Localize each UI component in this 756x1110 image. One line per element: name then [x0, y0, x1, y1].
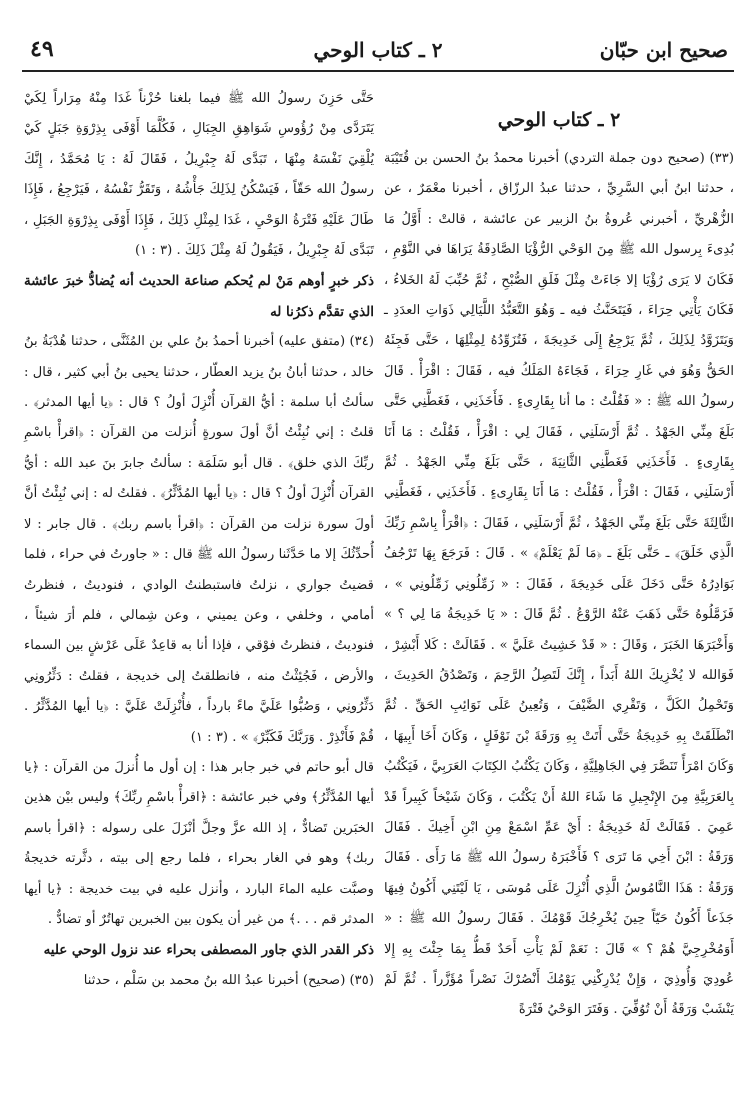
hadith-33-continuation: حَتَّى حَزِنَ رسولُ الله ﷺ فيما بلغنا حُزْناً غَدَا مِنْهُ مِرَاراً لِكَيْ يَتَرَدَّى مِنْ رُؤُوسِ شَوَاهِقِ الجِبَالِ ، فَكُلَّمَا أَوْفَى بِذِرْوَةِ جَبَلٍ كَيْ يُلْقِيَ نَفْسَهُ مِنْهَا ، تَبَدَّى لَهُ جِبْرِيلُ ، فَقَالَ لَهُ : يَا مُحَمَّدُ ، إِنَّكَ رسولُ الله حَقّاً ، فَيَسْكُنُ لِذَلِكَ جَأْشُهُ ، وَتَقَرُّ نَفْسُهُ ، فَيَرْجِعُ ، فَإِذَا طَالَ عَلَيْهِ فَتْرَةُ الوَحْيِ ، غَدَا لِمِثْلِ ذَلِكَ ، فَإِذَا أَوْفَى بِذِرْوَةِ الجَبَلِ ، تَبَدَّى لَهُ جِبْرِيلُ ، فَيَقُولُ لَهُ مِثْلَ ذَلِكَ . (٣ : ١)	[24, 91, 374, 259]
section-heading-1: ذكر خبرٍ أوهم مَنْ لم يُحكم صناعة الحديث أنه يُضادُّ خبرَ عائشة الذي تقدَّم ذكرُنا له	[24, 273, 374, 320]
chapter-title: ٢ ـ كتاب الوحي	[313, 38, 443, 62]
section-title: ٢ ـ كتاب الوحي	[497, 109, 621, 131]
section-heading-2: ذكر القدر الذي جاور المصطفى بحراء عند نزول الوحي عليه	[43, 942, 374, 959]
page-number: ٤٩	[30, 36, 54, 62]
page-header	[22, 30, 734, 72]
abu-hatim-commentary: قال أبو حاتم في خبر جابر هذا : إن أول ما أُنزلَ من القرآن : ﴿يا أيها المُدَّثِّرُ﴾ وفي خبر عائشة : ﴿اقرأْ باسْمِ ربِّكَ﴾ وليس بيْن هذين الخبَرين تَضادٌّ ، إذ الله عزَّ وجلَّ أنْزَلَ على رسوله : ﴿اقرأ باسم ربك﴾ وهو في الغار بحراء ، فلما رجع إلى بيته ، دثَّرته خديجةُ وصبَّت عليه الماءَ البارد ، وأنزل عليه في بيت خديجة : ﴿يا أيها المدثر قم . . .﴾ من غير أن يكون بين الخبرين تهاتُرٌ أو تضادٌّ .	[24, 759, 374, 927]
hadith-33-text: (٣٣) (صحيح دون جملة التردي) أخبرنا محمدُ بنُ الحسن بن قُتَيْبَة ، حدثنا ابنُ أبي السَّرِيِّ ، حدثنا عبدُ الرزّاق ، أخبرنا معْمَرٌ ، عن الزُّهْريِّ ، أخبرني عُروةُ بنُ الزبير عن عائشة ، قالتْ : أَوَّلُ مَا بُدِىءَ بِرسول الله ﷺ مِنَ الوَحْي الرُّؤْيَا الصَّادِقَةُ يَرَاهَا في النَّوْمِ ، فَكَانَ لا يَرَى رُؤْيَا إلا جَاءَتْ مِثْلَ فَلَقِ الصُّبْحِ ، ثُمَّ حُبِّبَ لَهُ الخَلاءُ ، فَكَانَ يَأْتِي حِرَاءَ ، فَيَتَحَنَّثُ فيه ـ وَهُوَ التَّعَبُّدُ اللَّيَالِي ذَوَاتِ العدَدِ ـ وَيَتَزَوَّدُ لِذَلِكَ ، ثُمَّ يَرْجِعُ إِلَى خَدِيجَةَ ، فَتُزَوِّدُهُ لِمِثْلِهَا ، حَتَّى فَجِئَهُ الحَقُّ وَهُوَ في غَارِ حِرَاءَ ، فَجَاءَهُ المَلَكُ فيه ، فَقَالَ : اقْرَأْ . قَالَ رسولُ الله ﷺ : « فَقُلْتُ : ما أنا بِقَارِىءٍ . فَأَخَذَنِي ، فَغَطَّنِي حَتَّى بَلَغَ مِنِّي الجَهْدُ . ثُمَّ أَرْسَلَنِي ، فَقَالَ لِي : اقْرَأْ ، فَقُلْتُ : مَا أَنَا بِقَارِىءٍ . فَأَخَذَنِي فَغَطَّنِي الثَّانِيَةَ ، حَتَّى بَلَغَ مِنِّي الجَهْدُ . ثُمَّ أَرْسَلَنِي ، فَقَالَ : اقْرَأْ ، فَقُلْتُ : مَا أَنَا بِقَارِىءٍ . فَأَخَذَنِي ، فَغَطَّنِي الثَّالِثَةَ حَتَّى بَلَغَ مِنِّي الجَهْدُ ، ثُمَّ أَرْسَلَنِي ، فَقَالَ : ﴿اقْرَأْ بِاسْمِ رَبِّكَ الَّذِي خَلَقَ﴾ ـ حَتَّى بَلَغَ ـ ﴿مَا لَمْ يَعْلَمْ﴾ » . قَالَ : فَرَجَعَ بِهَا تَرْجُفُ بَوَادِرُهُ حَتَّى دَخَلَ عَلَى خَدِيجَةَ ، فَقَالَ : « زَمِّلُونِي زَمِّلُونِي » ، فَزَمَّلُوهُ حَتَّى ذَهَبَ عَنْهُ الرَّوْعُ . ثُمَّ قَالَ : « يَا خَدِيجَةُ مَا لِي ؟ » وَأَخْبَرَهَا الخَبَرَ ، وَقَالَ : « قَدْ خَشِيتُ عَلَيَّ » . فَقَالَتْ : كَلا أَبْشِرْ ، فَوَالله لا يُخْزِيكَ اللهُ أَبَداً ، إِنَّكَ لَتَصِلُ الرَّحِمَ ، وَتَصْدُقُ الحَدِيثَ ، وَتَحْمِلُ الكَلَّ ، وَتَقْرِي الضَّيْفَ ، وَتُعِينُ عَلَى نَوَائِبِ الحَقِّ . ثُمَّ انْطَلَقَتْ بِهِ خَدِيجَةُ حَتَّى أَتَتْ بِهِ وَرَقَةَ بْنَ نَوْفَلٍ ، وَكَانَ أَخَا أَبِيهَا ، وَكَانَ امْرَأً تَنَصَّرَ فِي الجَاهِلِيَّةِ ، وَكَانَ يَكْتُبُ الكِتَابَ العَرَبِيَّ ، فَيَكْتُبُ بِالعَرَبِيَّةِ مِنَ الإِنْجِيلِ مَا شَاءَ اللهُ أَنْ يَكْتُبَ ، وَكَانَ شَيْخاً كَبِيراً قَدْ عَمِيَ . فَقَالَتْ لَهُ خَدِيجَةُ : أَيْ عَمِّ اسْمَعْ مِنِ ابْنِ أَخِيكَ . فَقَالَ وَرَقَةُ : ابْنَ أَخِي مَا تَرَى ؟ فَأَخْبَرَهُ رسولُ الله ﷺ مَا رَأَى . فَقَالَ وَرَقَةُ : هَذَا النَّامُوسُ الَّذِي أُنْزِلَ عَلَى مُوسَى ، يَا لَيْتَنِي أَكُونُ فِيهَا جَذَعاً أَكُونُ حَيّاً حِينَ يُخْرِجُكَ قَوْمُكَ . فَقَالَ رسولُ الله ﷺ : « أَوَمُخْرِجِيَّ هُمْ ؟ » قَالَ : نَعَمْ لَمْ يَأْتِ أَحَدٌ قَطُّ بِمَا جِئْتَ بِهِ إِلا عُودِيَ وَأُوذِيَ ، وَإِنْ يُدْرِكْنِي يَوْمُكَ أَنْصُرْكَ نَصْراً مُؤَزَّراً . ثُمَّ لَمْ يَنْشَبْ وَرَقَةُ أَنْ تُوُفِّيَ . وَفَتَرَ الوَحْيُ فَتْرَةً	[384, 151, 734, 1018]
left-column	[24, 84, 374, 996]
book-title: صحيح ابن حبّان	[599, 38, 728, 62]
right-column	[384, 84, 734, 1026]
hadith-34-text: (٣٤) (متفق عليه) أخبرنا أحمدُ بنُ علي بن المُثَنَّى ، حدثنا هُدْبَةُ بنُ خالد ، حدثنا أبانُ بنُ يزيد العطّار ، حدثنا يحيى بنُ أبي كثير ، قال : سألتُ أبا سلمة : أيُّ القرآن أُنْزِلَ أولُ ؟ قال : ﴿يا أيها المدثر﴾ . قلتُ : إني نُبِئْتُ أنَّ أولَ سورةٍ أُنزلت من القرآن : ﴿اقرأْ باسْمِ ربِّكَ الذي خلق﴾ . قال أبو سَلَمَة : سألتُ جابرَ بنَ عبد الله : أيُّ القرآن أُنْزِلَ أولُ ؟ قال : ﴿يا أيها المُدَّثِّرُ﴾ . فقلتُ له : إني نُبِئْتُ أنَّ أولَ سورة نزلت من القرآن : ﴿اقرأ باسم ربك﴾ . قال جابر : لا أُحدِّثُكَ إلا ما حَدَّثَنا رسولُ الله ﷺ قال : « جاورتُ في حراء ، فلما قضيتُ جواري ، نزلتُ فاستبطنتُ الوادي ، فنوديتُ ، فنظرتُ أمامي ، وخلفي ، وعن يميني ، وعن شِمالي ، فلم أرَ شيئاً ، فنوديتُ ، فنظرتُ فوْقي ، فإذا أنا به قاعِدٌ عَلَى عَرْشٍ بين السماء والأرض ، فَجُئِثْتُ منه ، فانطلقتُ إلى خديجة ، فقلتُ : دَثِّرُونِي دَثِّرُونِي ، وَصُبُّوا عَلَيَّ ماءً بارداً ، فأُنْزِلَتْ عَلَيَّ : ﴿يا أيها المُدَّثِّرُ . قُمْ فَأَنْذِرْ . وَرَبَّكَ فَكَبِّرْ﴾ » . (٣ : ١)	[24, 334, 374, 745]
hadith-35-text: (٣٥) (صحيح) أخبرنا عبدُ الله بنُ محمد بن سَلْم ، حدثنا	[83, 972, 374, 988]
